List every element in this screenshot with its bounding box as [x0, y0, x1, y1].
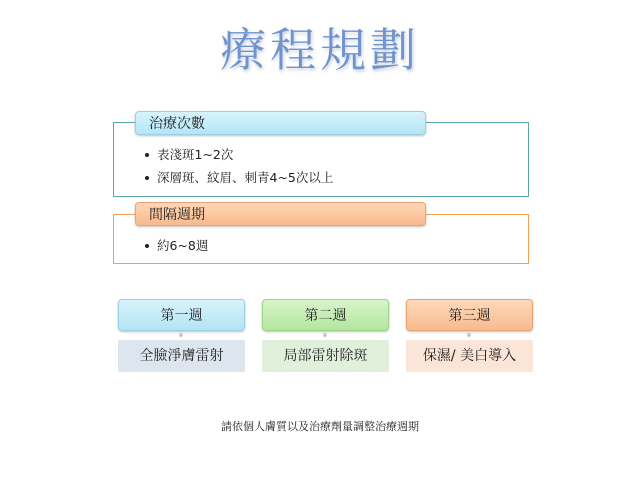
bullet-text: 表淺斑1~2次 — [157, 147, 234, 162]
connector-dot — [323, 333, 327, 337]
bullet-icon — [145, 153, 149, 157]
bullet-icon — [145, 176, 149, 180]
bullet-text: 深層斑、紋眉、刺青4~5次以上 — [157, 170, 334, 185]
week-2-label: 第二週 — [262, 299, 389, 331]
week-2-treatment: 局部雷射除斑 — [262, 340, 389, 372]
treatment-count-heading: 治療次數 — [135, 111, 426, 135]
week-3-label: 第三週 — [406, 299, 533, 331]
connector-dot — [179, 333, 183, 337]
slide-title: 療程規劃 — [220, 23, 420, 77]
connector-dot — [467, 333, 471, 337]
week-3-treatment: 保濕/ 美白導入 — [406, 340, 533, 372]
week-1-treatment: 全臉淨膚雷射 — [118, 340, 245, 372]
list-item — [145, 236, 208, 254]
bullet-icon — [145, 244, 149, 248]
footnote: 請依個人膚質以及治療劑量調整治療週期 — [221, 420, 419, 433]
bullet-text: 約6~8週 — [157, 238, 209, 253]
list-item — [145, 168, 333, 186]
interval-heading: 間隔週期 — [135, 202, 426, 226]
week-1-label: 第一週 — [118, 299, 245, 331]
list-item — [145, 145, 233, 163]
